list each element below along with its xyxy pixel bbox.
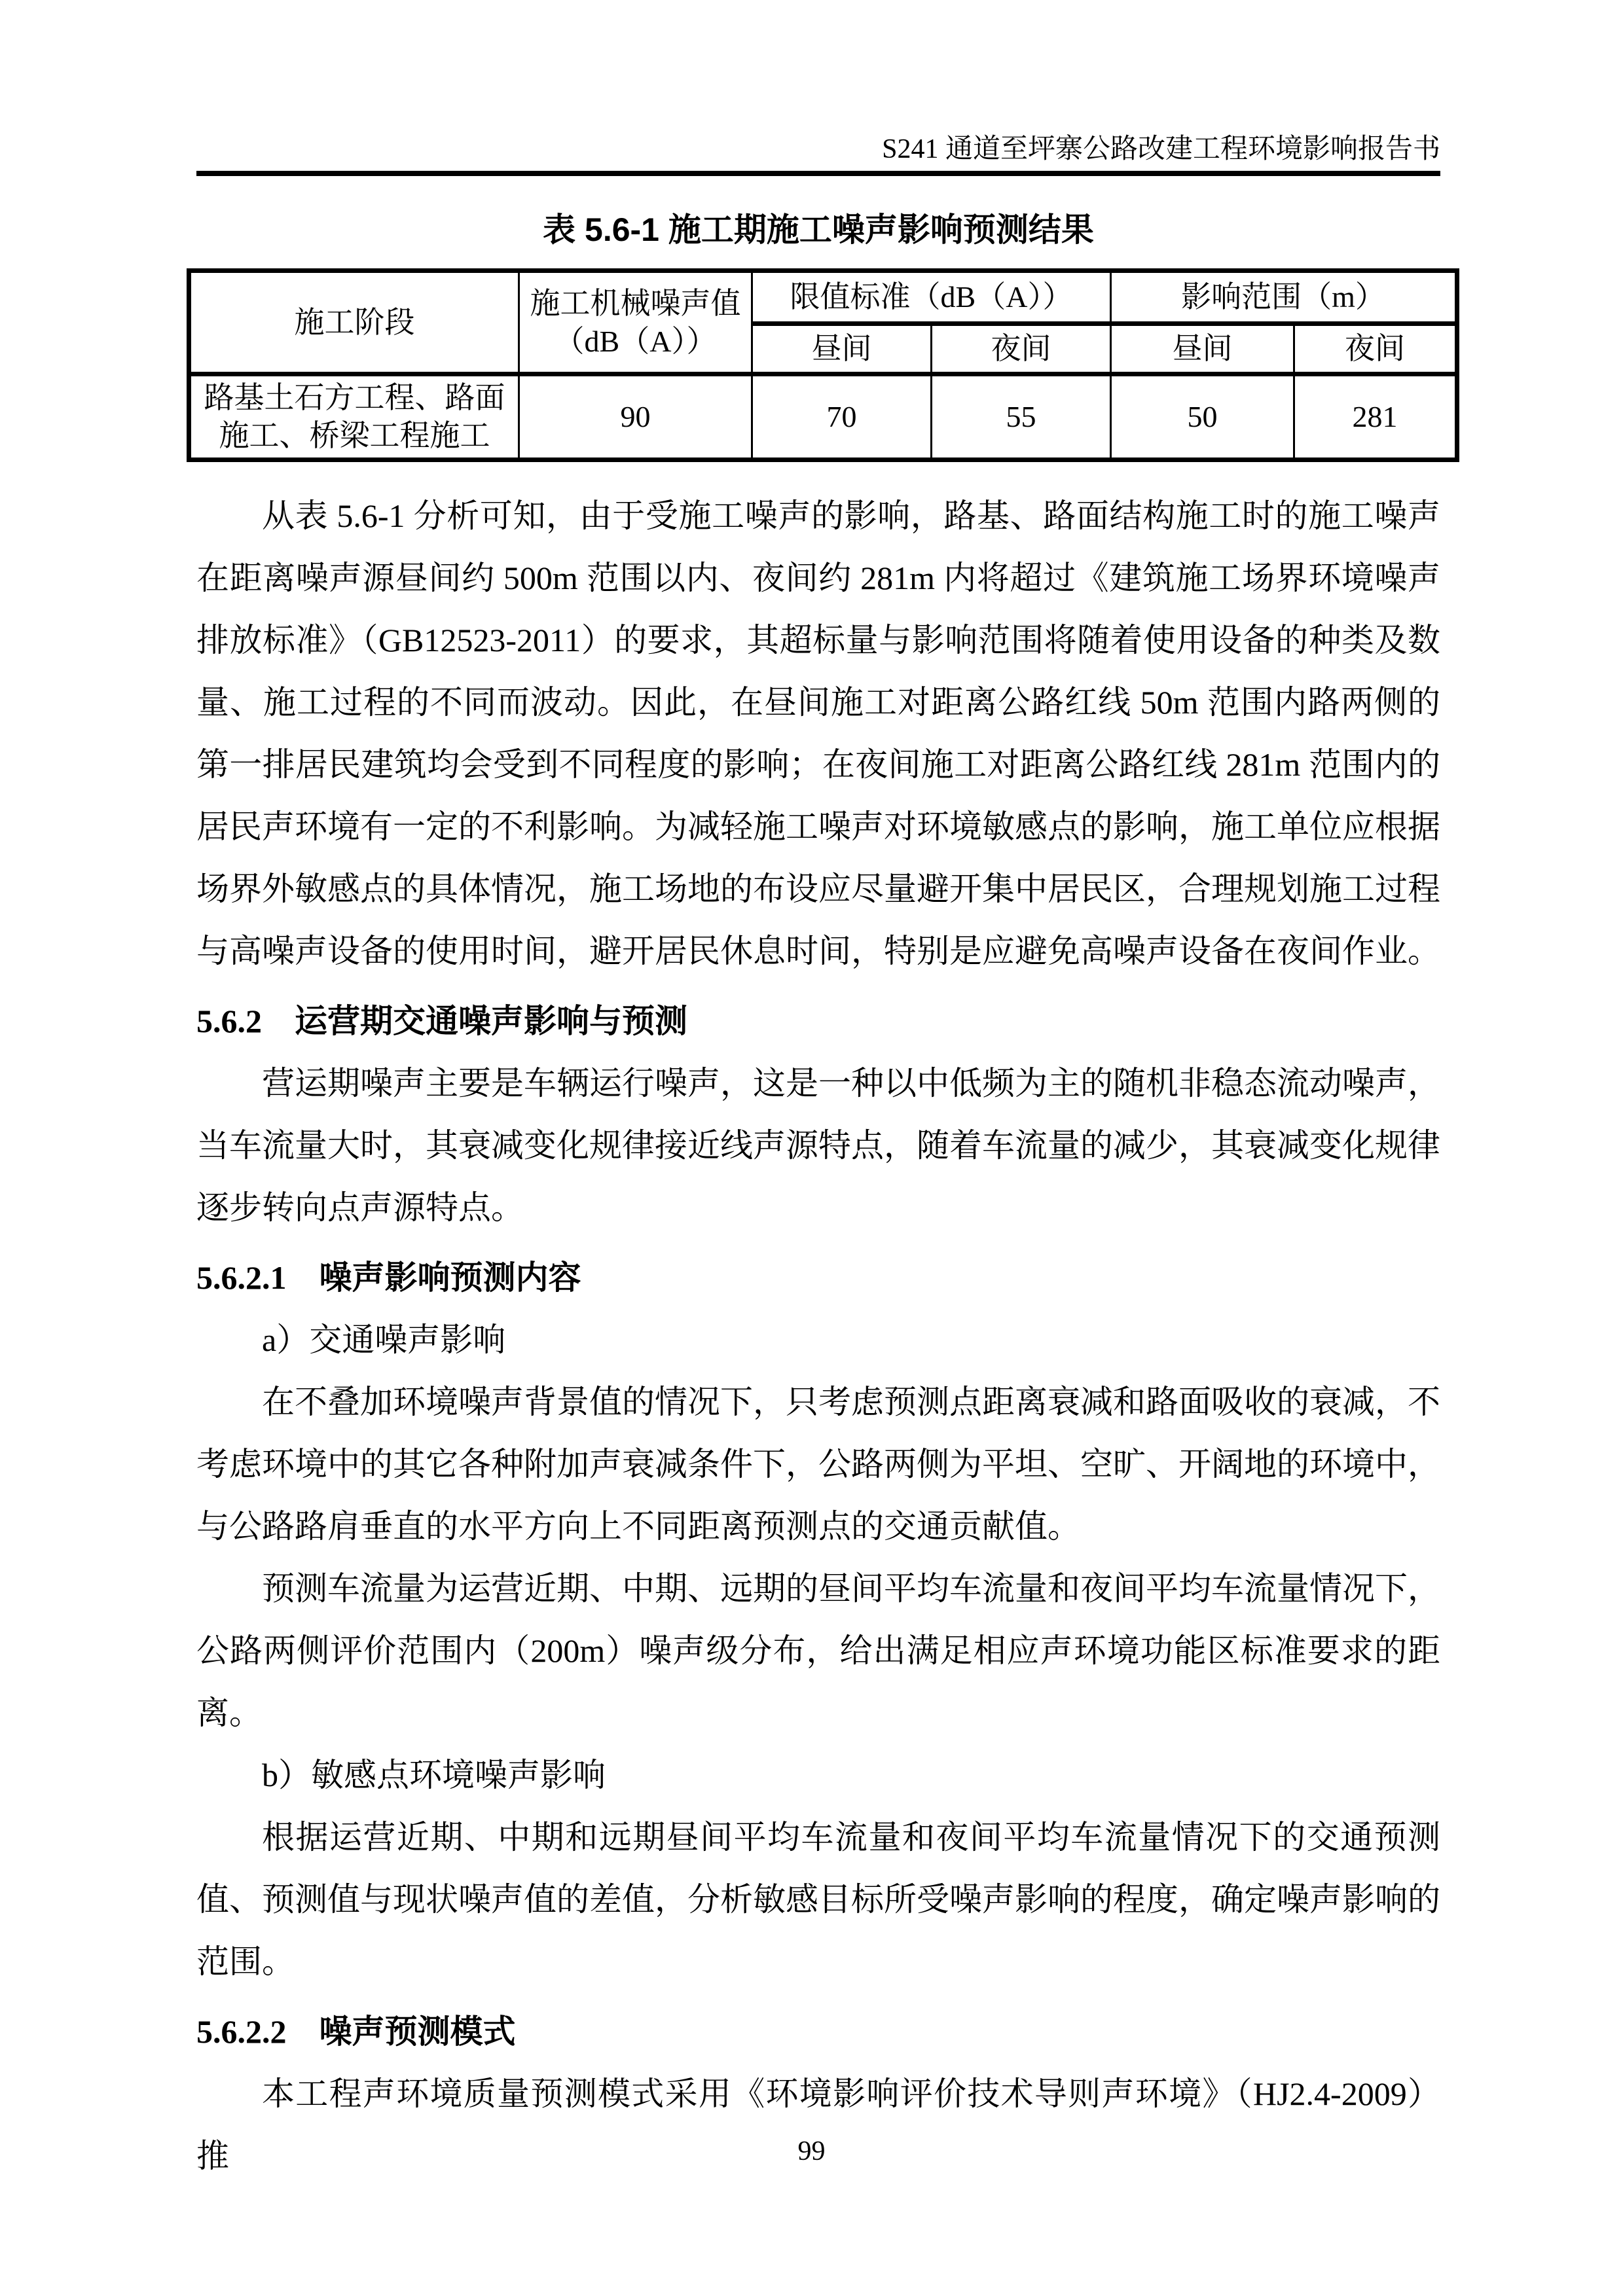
table-header-row-1 (189, 271, 1457, 324)
table-header-limit-day: 昼间 (752, 324, 932, 374)
paragraph-operation-noise-intro: 营运期噪声主要是车辆运行噪声，这是一种以中低频为主的随机非稳态流动噪声，当车流量大时，其衰减变化规律接近线声源特点，随着车流量的减少，其衰减变化规律逐步转向点声源特点。 (196, 1065, 1440, 1226)
page-content (196, 196, 1440, 2187)
paragraph-item-b-sensitive-points: b）敏感点环境噪声影响 (262, 1757, 606, 1793)
table-title: 表 5.6-1 施工期施工噪声影响预测结果 (543, 211, 1094, 248)
paragraph-prediction-model: 本工程声环境质量预测模式采用《环境影响评价技术导则声环境》（HJ2.4-2009）推 (196, 2075, 1440, 2174)
table-header-range-day: 昼间 (1111, 324, 1294, 374)
report-header: S241 通道至坪寨公路改建工程环境影响报告书 (882, 134, 1440, 164)
paragraph-construction-noise-analysis: 从表 5.6-1 分析可知，由于受施工噪声的影响，路基、路面结构施工时的施工噪声在距离噪声源昼间约 500m 范围以内、夜间约 281m 内将超过《建筑施工场界环境噪声排放标准》（GB12523-2011）的要求，其超标量与影响范围将随着使用设备的种类及数量、施工过程的不同而波动。因此，在昼间施工对距离公路红线 50m 范围内路两侧的第一排居民建筑均会受到不同程度的影响；在夜间施工对距离公路红线 281m 范围内的居民声环境有一定的不利影响。为减轻施工噪声对环境敏感点的影响，施工单位应根据场界外敏感点的具体情况，施工场地的布设应尽量避开集中居民区，合理规划施工过程与高噪声设备的使用时间，避开居民休息时间，特别是应避免高噪声设备在夜间作业。 (196, 497, 1440, 969)
page-number: 99 (797, 2136, 826, 2166)
paragraph-sensitive-analysis: 根据运营近期、中期和远期昼间平均车流量和夜间平均车流量情况下的交通预测值、预测值与现状噪声值的差值，分析敏感目标所受噪声影响的程度，确定噪声影响的范围。 (196, 1819, 1440, 1980)
section-heading-5-6-2-2: 5.6.2.2 噪声预测模式 (196, 2013, 516, 2050)
paragraph-traffic-flow-prediction: 预测车流量为运营近期、中期、远期的昼间平均车流量和夜间平均车流量情况下，公路两侧评价范围内（200m）噪声级分布，给出满足相应声环境功能区标准要求的距离。 (196, 1570, 1440, 1731)
table-cell-machine-noise: 90 (519, 374, 752, 460)
table-header-limit-night: 夜间 (932, 324, 1111, 374)
table-header-machine-noise: 施工机械噪声值（dB（A）） (519, 271, 752, 374)
section-heading-5-6-2-1: 5.6.2.1 噪声影响预测内容 (196, 1259, 581, 1296)
paragraph-traffic-noise-conditions: 在不叠加环境噪声背景值的情况下，只考虑预测点距离衰减和路面吸收的衰减，不考虑环境中的其它各种附加声衰减条件下，公路两侧为平坦、空旷、开阔地的环境中，与公路路肩垂直的水平方向上不同距离预测点的交通贡献值。 (196, 1384, 1440, 1545)
section-heading-5-6-2: 5.6.2 运营期交通噪声影响与预测 (196, 1003, 687, 1039)
table-header-limit-standard: 限值标准（dB（A）） (752, 271, 1111, 324)
table-header-range-night: 夜间 (1294, 324, 1457, 374)
table-cell-limit-night: 55 (932, 374, 1111, 460)
table-header-stage: 施工阶段 (189, 271, 519, 374)
table-cell-range-day: 50 (1111, 374, 1294, 460)
table-cell-range-night: 281 (1294, 374, 1457, 460)
table-row (189, 374, 1457, 460)
table-cell-limit-day: 70 (752, 374, 932, 460)
table-cell-stage: 路基土石方工程、路面施工、桥梁工程施工 (189, 374, 519, 460)
paragraph-item-a-traffic-noise: a）交通噪声影响 (262, 1321, 506, 1358)
table-header-impact-range: 影响范围（m） (1111, 271, 1457, 324)
header-rule (196, 171, 1440, 176)
noise-table (187, 268, 1459, 462)
